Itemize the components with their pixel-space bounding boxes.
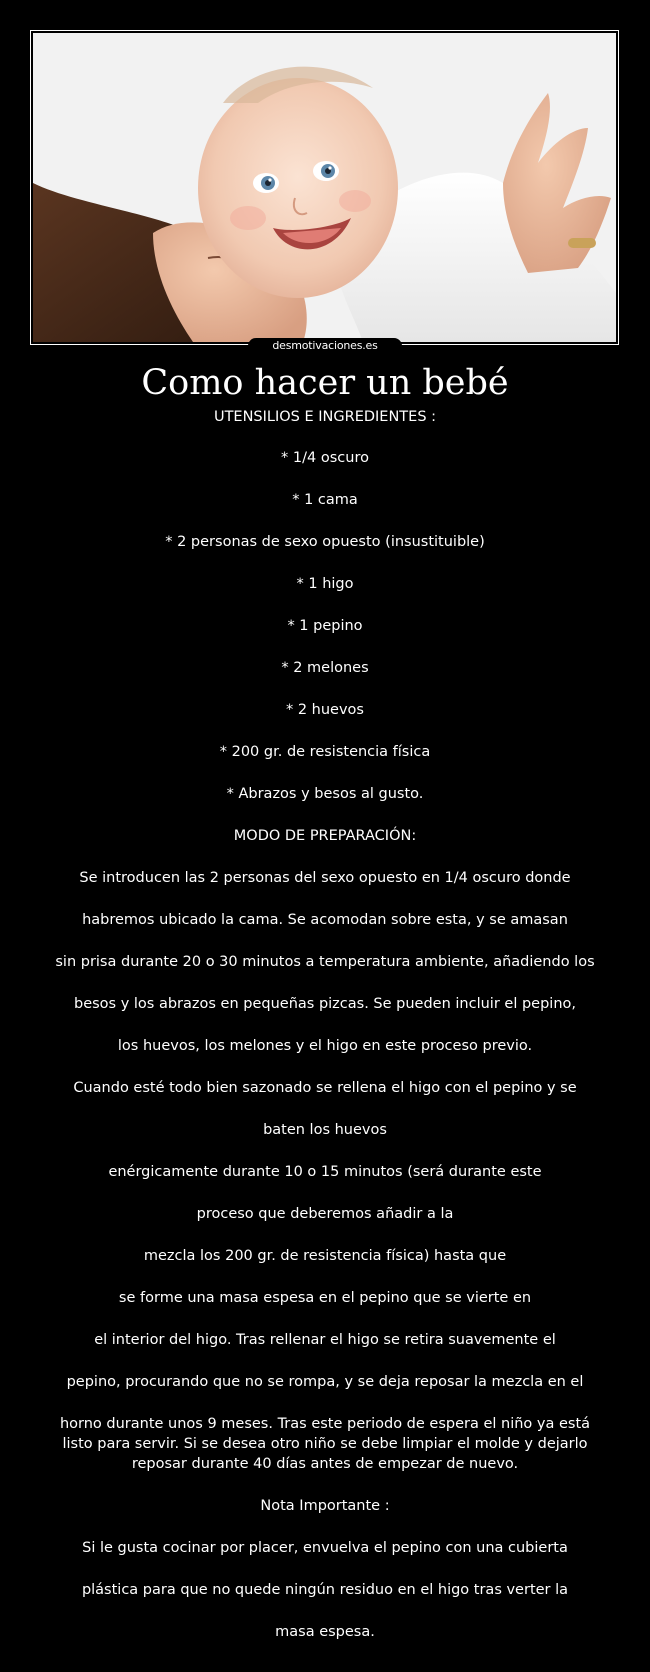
text-line: reposar durante 40 días antes de empezar de nuevo. [131,1456,519,1472]
text-line: masa espesa. [275,1624,375,1640]
text-line: * 2 personas de sexo opuesto (insustituible) [165,534,485,550]
text-line: mezcla los 200 gr. de resistencia física) hasta que [143,1248,507,1264]
text-line: * 1/4 oscuro [281,450,369,466]
text-line: el interior del higo. Tras rellenar el higo se retira suavemente el [94,1332,556,1348]
text-line: * 1 higo [296,576,354,592]
text-line: proceso que deberemos añadir a la [196,1206,454,1222]
text-line: * 1 cama [292,492,358,508]
text-line: enérgicamente durante 10 o 15 minutos (será durante este [108,1164,542,1180]
text-line: * 200 gr. de resistencia física [219,744,431,760]
text-line: sin prisa durante 20 o 30 minutos a temperatura ambiente, añadiendo los [55,954,595,970]
text-line: listo para servir. Si se desea otro niño se debe limpiar el molde y dejarlo [62,1436,588,1452]
text-line: Nota Importante : [260,1498,390,1514]
text-line: plástica para que no quede ningún residuo en el higo tras verter la [81,1582,569,1598]
text-line: MODO DE PREPARACIÓN: [233,828,417,844]
text-line: Si le gusta cocinar por placer, envuelva el pepino con una cubierta [82,1540,568,1556]
baby-with-mother-illustration [33,33,616,342]
text-line: baten los huevos [263,1122,387,1138]
text-line: habremos ubicado la cama. Se acomodan sobre esta, y se amasan [82,912,568,928]
text-line: pepino, procurando que no se rompa, y se deja reposar la mezcla en el [66,1374,584,1390]
text-line: los huevos, los melones y el higo en este proceso previo. [117,1038,533,1054]
text-line: besos y los abrazos en pequeñas pizcas. Se pueden incluir el pepino, [74,996,576,1012]
text-line: * 1 pepino [287,618,363,634]
text-line: Cuando esté todo bien sazonado se rellena el higo con el pepino y se [73,1080,577,1096]
photo-frame [30,30,619,345]
text-line: se forme una masa espesa en el pepino que se vierte en [118,1290,532,1306]
text-line: UTENSILIOS E INGREDIENTES : [213,409,437,425]
watermark-logo: desmotivaciones.es [248,338,402,354]
poster-title: Como hacer un bebé [141,363,509,403]
text-line: * 2 huevos [285,702,364,718]
text-line: * 2 melones [281,660,369,676]
text-line: * Abrazos y besos al gusto. [226,786,424,802]
text-line: horno durante unos 9 meses. Tras este periodo de espera el niño ya está [59,1416,591,1432]
baby-photo [33,33,616,342]
text-line: Se introducen las 2 personas del sexo opuesto en 1/4 oscuro donde [79,870,571,886]
